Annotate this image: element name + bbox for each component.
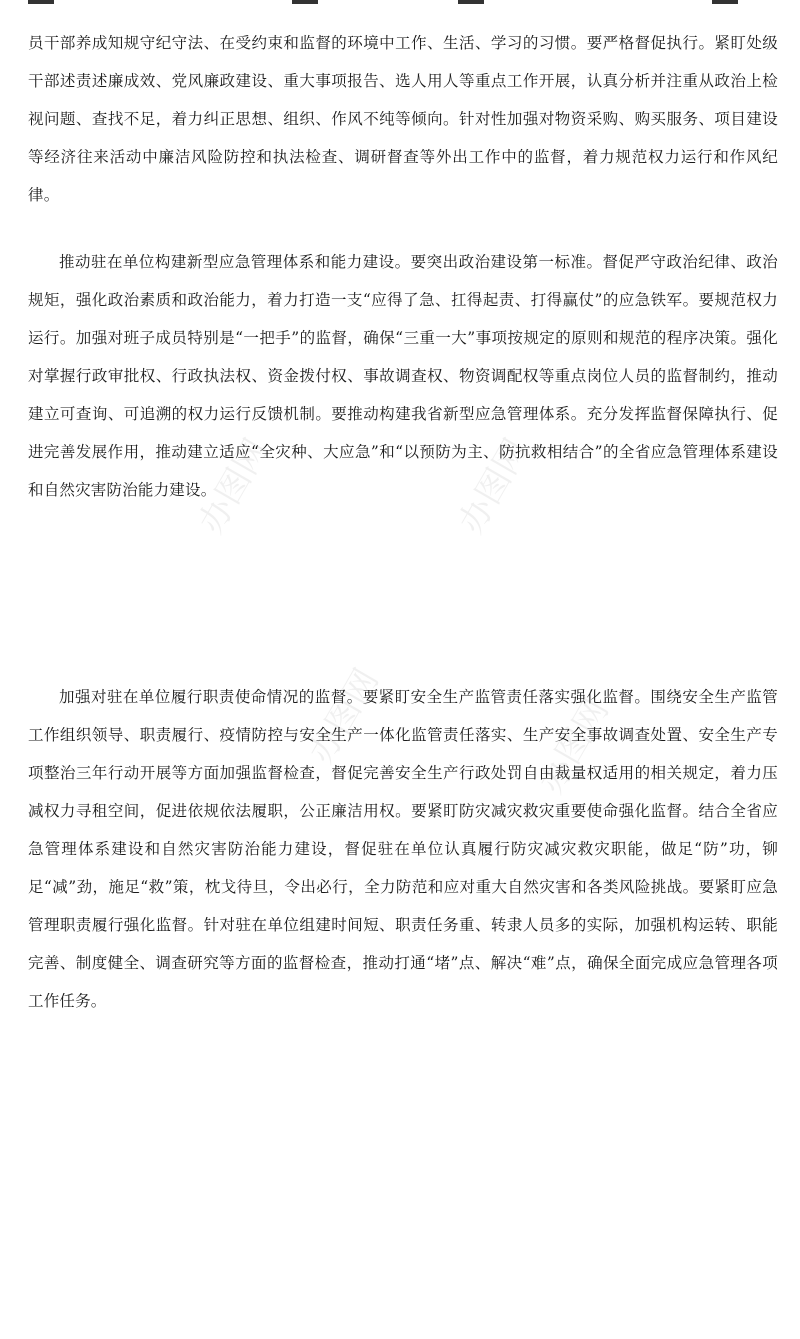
clipped-text-fragment: [292, 0, 318, 4]
watermark: 办图网: [301, 662, 387, 771]
paragraph-1: 员干部养成知规守纪守法、在受约束和监督的环境中工作、生活、学习的习惯。要严格督促执行。紧盯处级干部述责述廉成效、党风廉政建设、重大事项报告、选人用人等重点工作开展，认真分析并注重从政治上检视问题、查找不足，着力纠正思想、组织、作风不纯等倾向。针对性加强对物资采购、购买服务、项目建设等经济往来活动中廉洁风险防控和执法检查、调研督查等外出工作中的监督，着力规范权力运行和作风纪律。: [28, 34, 778, 204]
clipped-previous-line: [0, 0, 800, 8]
clipped-text-fragment: [712, 0, 738, 4]
paragraph-3: 加强对驻在单位履行职责使命情况的监督。要紧盯安全生产监管责任落实强化监督。围绕安全生产监管工作组织领导、职责履行、疫情防控与安全生产一体化监管责任落实、生产安全事故调查处置、安全生产专项整治三年行动开展等方面加强监督检查，督促完善安全生产行政处罚自由裁量权适用的相关规定，着力压减权力寻租空间，促进依规依法履职，公正廉洁用权。要紧盯防灾减灾救灾重要使命强化监督。结合全省应急管理体系建设和自然灾害防治能力建设，督促驻在单位认真履行防灾减灾救灾职能，做足“防”功，铆足“减”劲，施足“救”策，枕戈待旦，令出必行，全力防范和应对重大自然灾害和各类风险挑战。要紧盯应急管理职责履行强化监督。针对驻在单位组建时间短、职责任务重、转隶人员多的实际，加强机构运转、职能完善、制度健全、调查研究等方面的监督检查，推动打通“堵”点、解决“难”点，确保全面完成应急管理各项工作任务。: [28, 688, 778, 1010]
paragraph-2: 推动驻在单位构建新型应急管理体系和能力建设。要突出政治建设第一标准。督促严守政治纪律、政治规矩，强化政治素质和政治能力，着力打造一支“应得了急、扛得起责、打得赢仗”的应急铁军。要规范权力运行。加强对班子成员特别是“一把手”的监督，确保“三重一大”事项按规定的原则和规范的程序决策。强化对掌握行政审批权、行政执法权、资金拨付权、事故调查权、物资调配权等重点岗位人员的监督制约，推动建立可查询、可追溯的权力运行反馈机制。要推动构建我省新型应急管理体系。充分发挥监督保障执行、促进完善发展作用，推动建立适应“全灾种、大应急”和“以预防为主、防抗救相结合”的全省应急管理体系建设和自然灾害防治能力建设。: [28, 253, 778, 499]
watermark: 办图网: [531, 692, 617, 801]
watermark: 办图网: [451, 432, 537, 541]
watermark: 办图网: [191, 432, 277, 541]
clipped-text-fragment: [28, 0, 54, 4]
clipped-text-fragment: [458, 0, 484, 4]
